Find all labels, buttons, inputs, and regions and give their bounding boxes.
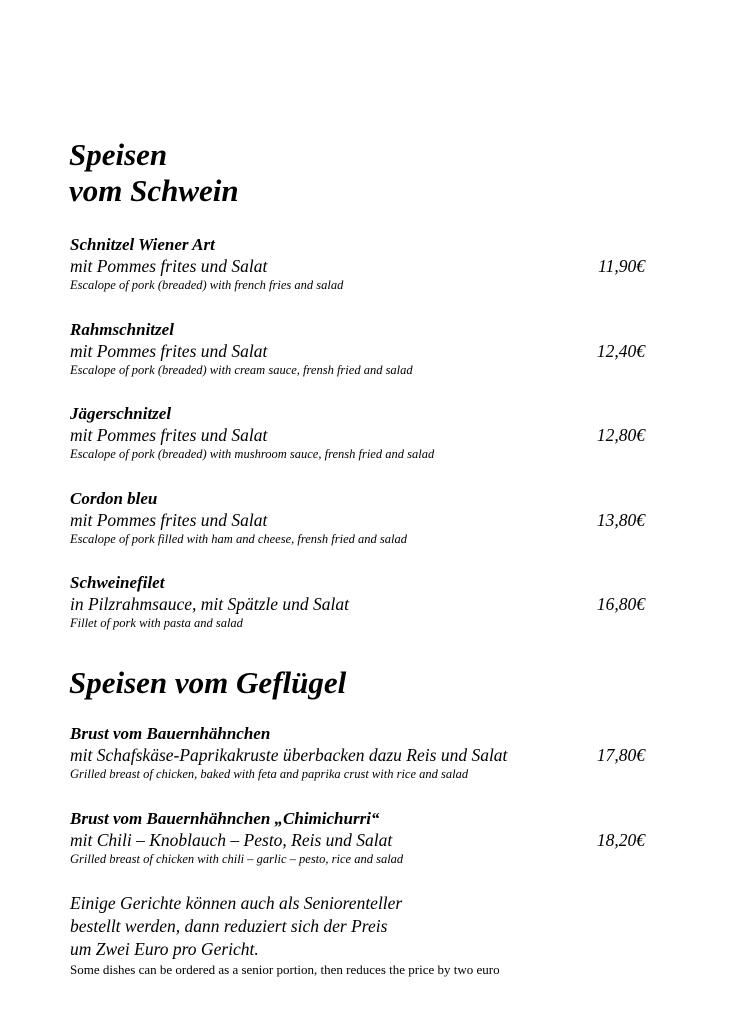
menu-item-price: 16,80€ xyxy=(596,594,645,614)
senior-portion-note xyxy=(70,892,670,979)
menu-item-line xyxy=(70,424,650,446)
section-heading-pork-line1: Speisen xyxy=(69,137,168,172)
menu-item-name: Schweinefilet xyxy=(70,573,165,592)
menu-item-line xyxy=(70,744,650,766)
menu-item-name: Brust vom Bauernhähnchen xyxy=(70,724,271,743)
menu-item-price: 13,80€ xyxy=(596,510,645,530)
menu-item-line xyxy=(70,340,650,362)
menu-item-english: Escalope of pork (breaded) with french fries and salad xyxy=(70,278,344,292)
menu-item-description: mit Schafskäse-Paprikakruste überbacken dazu Reis und Salat xyxy=(70,745,508,765)
menu-item xyxy=(70,573,650,631)
menu-item-price: 12,80€ xyxy=(596,425,645,445)
menu-item-description: mit Pommes frites und Salat xyxy=(70,510,268,530)
menu-item-english: Escalope of pork (breaded) with cream sauce, frensh fried and salad xyxy=(70,363,413,377)
menu-item xyxy=(70,320,650,378)
menu-item xyxy=(70,404,650,462)
menu-item-english: Grilled breast of chicken with chili – garlic – pesto, rice and salad xyxy=(70,852,404,866)
menu-item-description: mit Pommes frites und Salat xyxy=(70,256,268,276)
menu-item-price: 12,40€ xyxy=(596,341,645,361)
menu-item-name: Brust vom Bauernhähnchen „Chimichurri“ xyxy=(70,809,380,828)
menu-item-english: Grilled breast of chicken, baked with feta and paprika crust with rice and salad xyxy=(70,767,469,781)
menu-item-description: mit Chili – Knoblauch – Pesto, Reis und Salat xyxy=(70,830,393,850)
note-line-2: bestellt werden, dann reduziert sich der Preis xyxy=(70,916,388,936)
menu-item-name: Jägerschnitzel xyxy=(70,404,172,423)
menu-item xyxy=(70,724,650,782)
menu-item-english: Escalope of pork filled with ham and cheese, frensh fried and salad xyxy=(70,532,407,546)
note-line-1: Einige Gerichte können auch als Seniorenteller xyxy=(70,893,403,913)
menu-item-price: 17,80€ xyxy=(596,745,645,765)
menu-item xyxy=(70,809,650,867)
menu-item-line xyxy=(70,255,650,277)
note-english: Some dishes can be ordered as a senior portion, then reduces the price by two euro xyxy=(70,962,500,977)
menu-item xyxy=(70,235,650,293)
menu-item-name: Cordon bleu xyxy=(70,489,158,508)
menu-item-description: in Pilzrahmsauce, mit Spätzle und Salat xyxy=(70,594,350,614)
section-heading-pork-line2: vom Schwein xyxy=(69,173,239,208)
menu-item-description: mit Pommes frites und Salat xyxy=(70,425,268,445)
menu-item-english: Fillet of pork with pasta and salad xyxy=(70,616,243,630)
menu-item-name: Rahmschnitzel xyxy=(70,320,174,339)
menu-item-english: Escalope of pork (breaded) with mushroom sauce, frensh fried and salad xyxy=(70,447,435,461)
note-line-3: um Zwei Euro pro Gericht. xyxy=(70,939,259,959)
menu-item-name: Schnitzel Wiener Art xyxy=(70,235,215,254)
menu-item-price: 18,20€ xyxy=(596,830,645,850)
menu-item-line xyxy=(70,593,650,615)
menu-item-price: 11,90€ xyxy=(598,256,645,276)
menu-item-line xyxy=(70,829,650,851)
menu-item-description: mit Pommes frites und Salat xyxy=(70,341,268,361)
menu-item-line xyxy=(70,509,650,531)
section-heading-poultry: Speisen vom Geflügel xyxy=(69,665,347,700)
menu-item xyxy=(70,489,650,547)
section-heading-pork xyxy=(69,137,239,209)
